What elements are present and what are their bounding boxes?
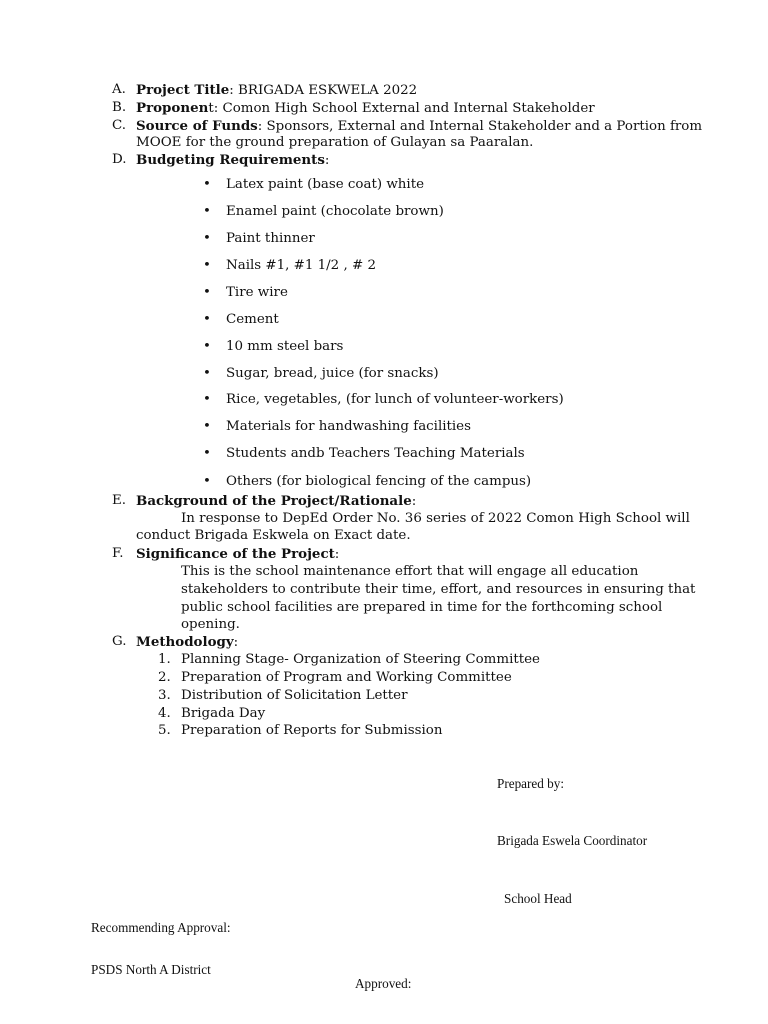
recommending-approval-label: Recommending Approval:	[91, 920, 231, 935]
bullet-icon: •	[203, 392, 211, 407]
approved-label: Approved:	[355, 976, 412, 991]
section-letter: A.	[112, 82, 126, 97]
significance-body-4: opening.	[181, 617, 240, 632]
budget-item-text: Tire wire	[226, 285, 288, 300]
section-label: Proponen	[136, 100, 209, 116]
section-letter: D.	[112, 152, 127, 167]
section-text: :	[411, 494, 417, 509]
section-label: Background of the Project/Rationale	[136, 493, 412, 509]
bullet-icon: •	[203, 312, 211, 327]
budget-item-text: Nails #1, #1 1/2 , # 2	[226, 258, 376, 273]
source-of-funds-line-2: MOOE for the ground preparation of Gulayan sa Paaralan.	[136, 135, 534, 150]
section-label: Project Title	[136, 82, 230, 98]
budget-item-text: Enamel paint (chocolate brown)	[226, 204, 444, 219]
section-letter: B.	[112, 100, 127, 115]
section-text: : Sponsors, External and Internal Stakeholder and a Portion from	[257, 119, 703, 134]
budgeting-heading	[136, 151, 329, 170]
section-letter: E.	[112, 493, 127, 508]
bullet-icon: •	[203, 258, 211, 273]
bullet-icon: •	[203, 177, 211, 192]
school-head-label: School Head	[504, 891, 572, 906]
step-number: 3.	[158, 688, 171, 703]
section-letter: F.	[112, 546, 124, 561]
budget-item-text: Materials for handwashing facilities	[226, 419, 471, 434]
bullet-icon: •	[203, 474, 211, 489]
step-text: Brigada Day	[181, 706, 266, 721]
bullet-icon: •	[203, 366, 211, 381]
step-number: 4.	[158, 706, 171, 721]
proponent-line	[136, 99, 595, 118]
budget-item-text: Paint thinner	[226, 231, 315, 246]
coordinator-label: Brigada Eswela Coordinator	[497, 833, 648, 848]
section-letter: G.	[112, 634, 127, 649]
step-number: 1.	[158, 652, 171, 667]
significance-body-2: stakeholders to contribute their time, effort, and resources in ensuring that	[181, 582, 696, 597]
step-text: Preparation of Reports for Submission	[181, 723, 443, 738]
background-heading	[136, 492, 416, 511]
section-label: Significance of the Project	[136, 546, 335, 562]
background-body-2: conduct Brigada Eskwela on Exact date.	[136, 528, 411, 543]
bullet-icon: •	[203, 285, 211, 300]
methodology-heading	[136, 633, 238, 652]
bullet-icon: •	[203, 204, 211, 219]
step-number: 2.	[158, 670, 171, 685]
bullet-icon: •	[203, 446, 211, 461]
psds-label: PSDS North A District	[91, 962, 211, 977]
significance-body-3: public school facilities are prepared in time for the forthcoming school	[181, 600, 663, 615]
section-label: Source of Funds	[136, 118, 258, 134]
section-letter: C.	[112, 118, 127, 133]
step-number: 5.	[158, 723, 171, 738]
step-text: Preparation of Program and Working Committee	[181, 670, 512, 685]
section-text: t: Comon High School External and Internal Stakeholder	[208, 101, 595, 116]
prepared-by-label: Prepared by:	[497, 776, 565, 791]
section-label: Methodology	[136, 634, 234, 650]
section-text: :	[233, 635, 239, 650]
bullet-icon: •	[203, 419, 211, 434]
budget-item-text: Latex paint (base coat) white	[226, 177, 425, 192]
budget-item-text: Cement	[226, 312, 279, 327]
background-body-1: In response to DepEd Order No. 36 series of 2022 Comon High School will	[181, 511, 690, 526]
significance-body-1: This is the school maintenance effort that will engage all education	[181, 564, 639, 579]
section-label: Budgeting Requirements	[136, 152, 325, 168]
budget-item-text: Rice, vegetables, (for lunch of volunteer-workers)	[226, 392, 564, 407]
step-text: Planning Stage- Organization of Steering Committee	[181, 652, 540, 667]
budget-item-text: 10 mm steel bars	[226, 339, 344, 354]
bullet-icon: •	[203, 339, 211, 354]
section-text: :	[324, 153, 330, 168]
budget-item-text: Sugar, bread, juice (for snacks)	[226, 366, 439, 381]
bullet-icon: •	[203, 231, 211, 246]
significance-heading	[136, 545, 339, 564]
section-text: : BRIGADA ESKWELA 2022	[229, 83, 418, 98]
budget-item-text: Others (for biological fencing of the campus)	[226, 474, 532, 489]
step-text: Distribution of Solicitation Letter	[181, 688, 408, 703]
project-title-line	[136, 81, 417, 100]
budget-item-text: Students andb Teachers Teaching Materials	[226, 446, 525, 461]
section-text: :	[334, 547, 340, 562]
